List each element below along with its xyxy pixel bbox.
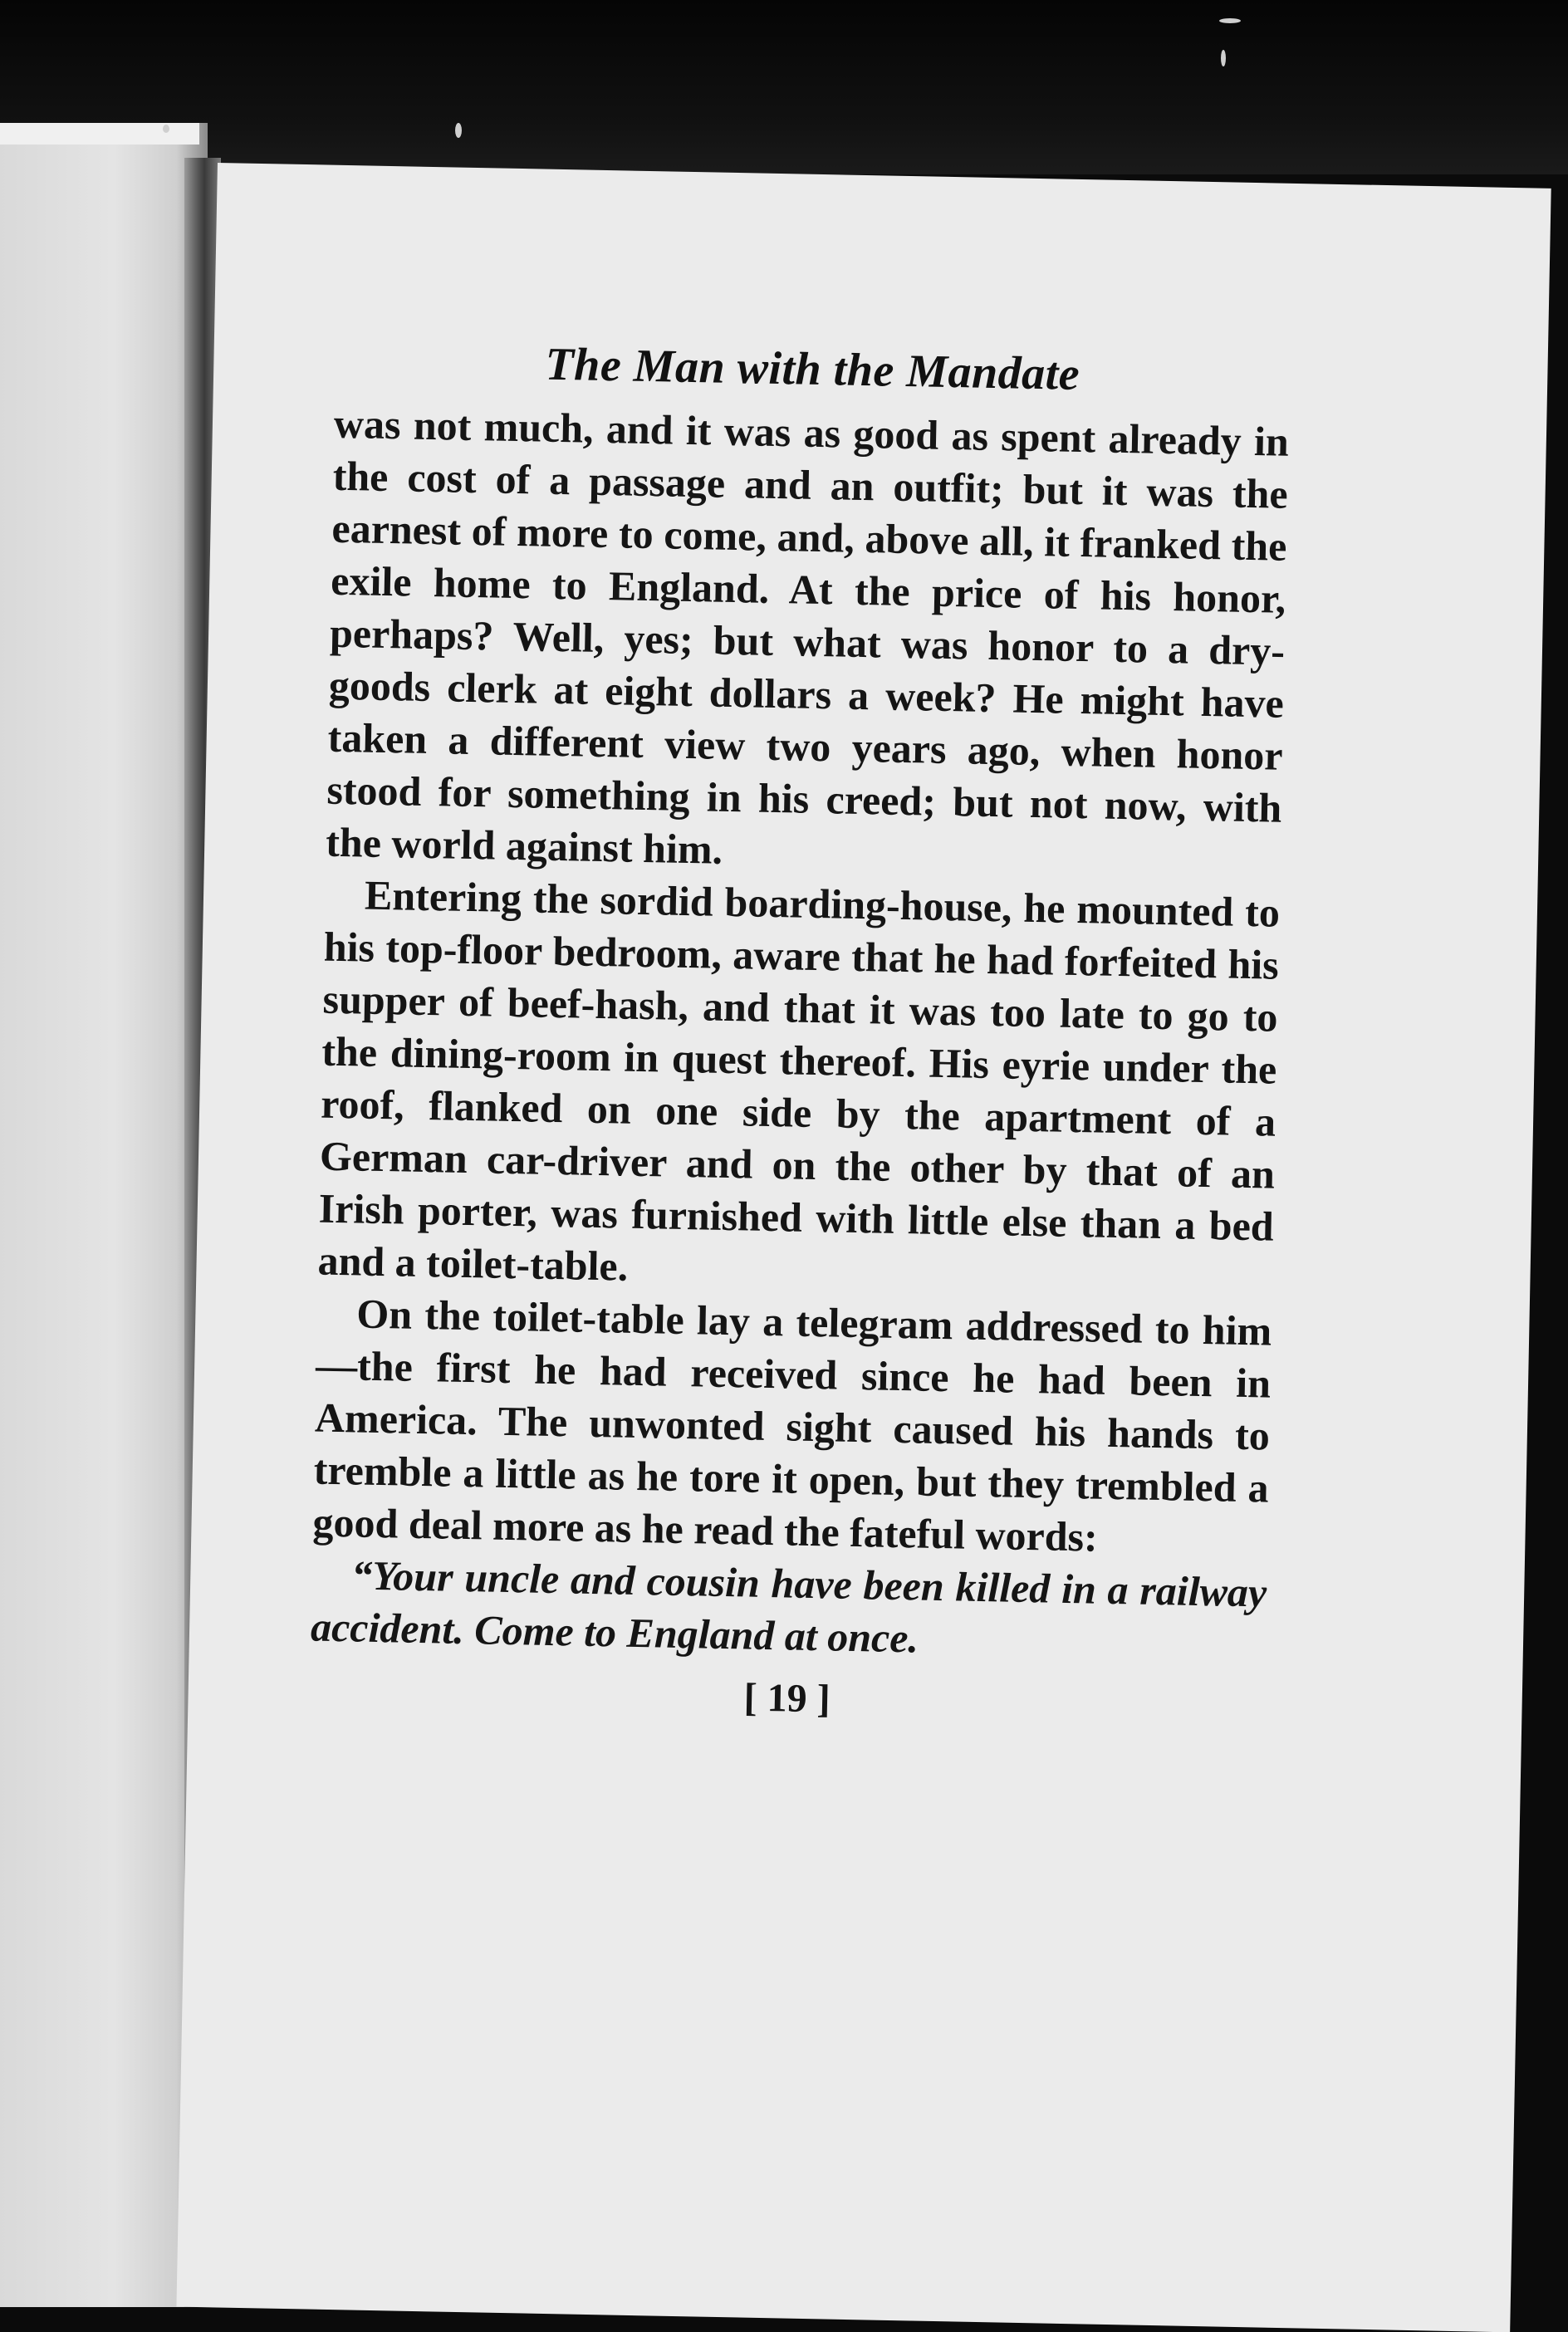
telegram-text: “Your uncle and cousin have been killed in a railway accident. Come to England at once. [310,1551,1267,1662]
paragraph: was not much, and it was as good as spent already in the cost of a passage and an outfit; but it was the earnest of more to come, and, above all, it franked the exile home to England. At the price of his honor, perhaps? Well, yes; but what was honor to a dry-goods clerk at eight dollars a week? He might have taken a different view two years ago, when honor stood for something in his creed; but not now, with the world against him. [325,399,1290,873]
paragraph: On the toilet-table lay a telegram addressed to him—the first he had received since he had been in America. The unwonted sight caused his hands to tremble a little as he tore it open, but they trembled a good deal more as he read the fateful words: [312,1290,1272,1560]
scan-speck [455,123,462,138]
page-number: [ 19 ] [743,1675,831,1722]
body-text [312,398,1289,1567]
scan-background-top [0,0,1568,174]
page-content [309,331,1291,1733]
facing-page-top-edge [0,123,199,145]
scan-speck [1219,18,1241,23]
book-page [176,163,1551,2332]
scan-speck [163,125,169,133]
running-head: The Man with the Mandate [544,338,1080,400]
facing-page-edge [0,123,208,2307]
scan-speck [1221,50,1226,66]
paragraph: Entering the sordid boarding-house, he mounted to his top-floor bedroom, aware that he had forfeited his supper of beef-hash, and that it was too late to go to the dining-room in quest thereof. His eyrie under the roof, flanked on one side by the apartment of a German car-driver and on the other by that of an Irish porter, was furnished with little else than a bed and a toilet-table. [317,871,1281,1290]
